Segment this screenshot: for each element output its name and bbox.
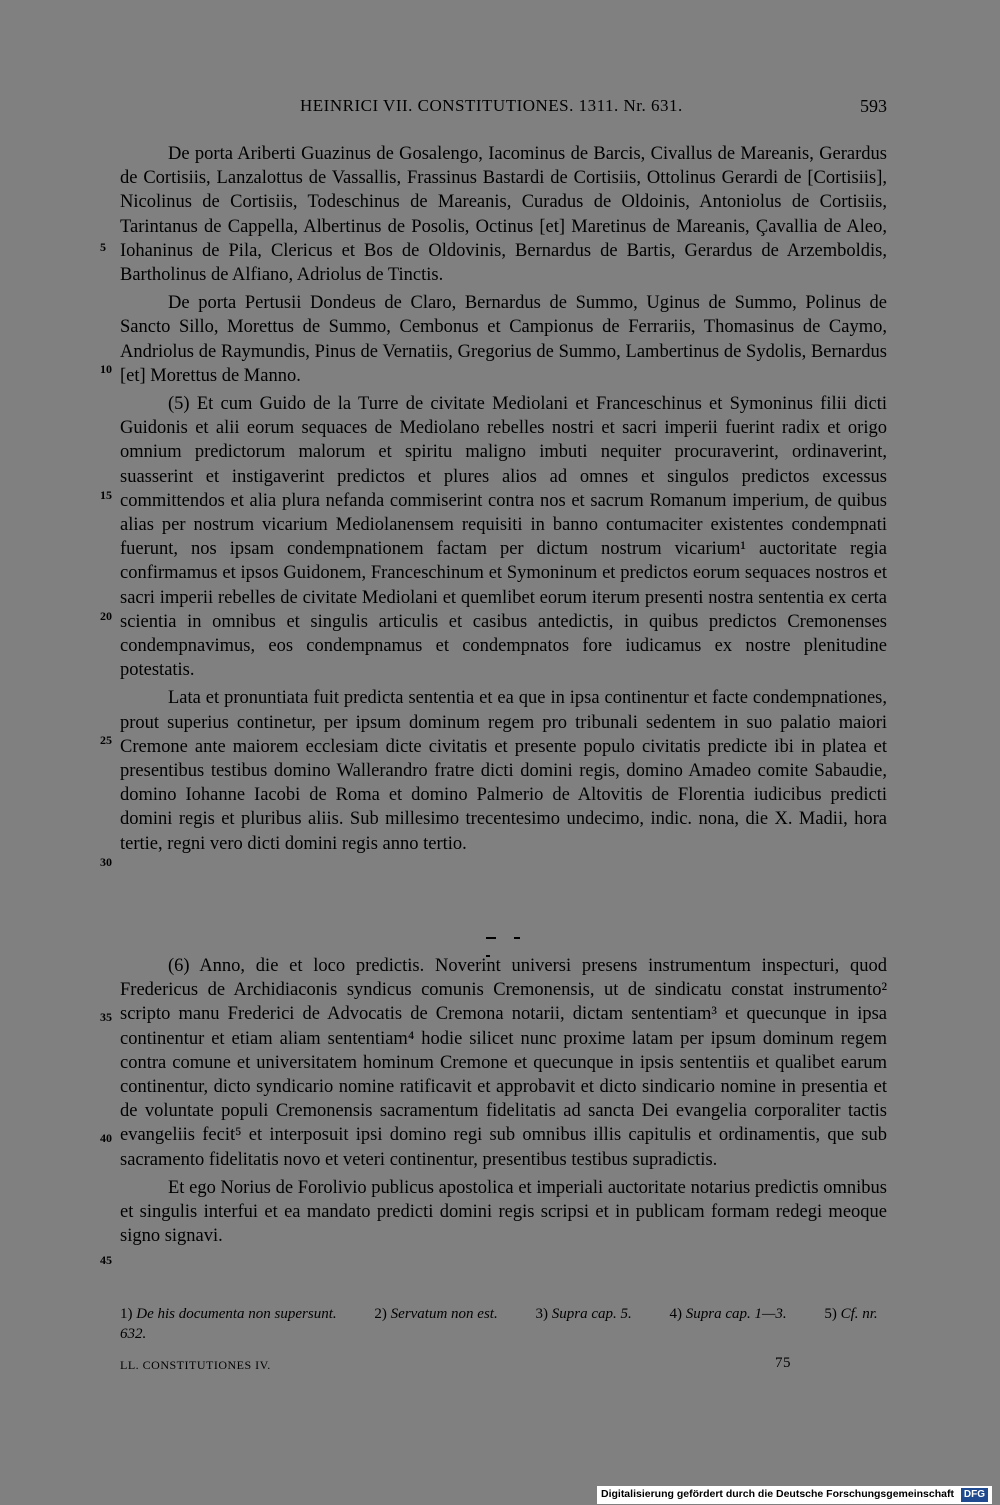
text-section-2 [120, 954, 887, 1248]
paragraph-6: (6) Anno, die et loco predictis. Noverint universi presens instrumentum inspecturi, quod Fredericus de Archidiaconis syndicus comunis Cremonensis, ut de sindicatu constat instrumento² scripto manu Frederici de Advocatis de Cremona notarii, dictam sententiam³ et quecunque in ipsa continentur et etiam aliam sententiam⁴ hodie silicet nunc proxime latam per ipsum dominum regem contra comune et universitatem hominum Cremone et quecunque in ipsis sententiis et qualibet earum continentur, dicto syndicario nomine ratificavit et approbavit et dicto sindicario nomine in presentia et de voluntate populi Cremonensis sacramentum fidelitatis ad sancta Dei evangelia corporaliter tactis evangeliis fecit⁵ et interposuit ipsi domino regi sub omnibus illis capitulis et ordinamentis, que sub sacramento fidelitatis novo et veteri continentur, presentibus testibus supradictis. [120, 956, 887, 1170]
line-number: 45 [100, 1253, 112, 1267]
line-number: 10 [100, 362, 112, 376]
line-number: 5 [100, 240, 106, 254]
line-number: 30 [100, 855, 112, 869]
footnote: 1) De his documenta non supersunt. [120, 1306, 337, 1322]
footnote: 4) Supra cap. 1—3. [669, 1306, 787, 1322]
paragraph-porta-ariberti: De porta Ariberti Guazinus de Gosalengo, Iacominus de Barcis, Civallus de Mareanis, Gerardus de Cortisiis, Lanzalottus de Vassallis, Frassinus Bastardi de Cortisiis, Ottolinus Gerardi de [Cortisiis], Nicolinus de Cortisiis, Todeschinus de Mareanis, Curadus de Oldoinis, Antoniolus de Cortisiis, Tarintanus de Cappella, Albertinus de Posolis, Octinus [et] Maretinus de Mareanis, Çavallia de Aleo, Iohaninus de Pila, Clericus et Bos de Oldovinis, Bernardus de Bartis, Gerardus de Arzemboldis, Bartholinus de Alfiano, Adriolus de Tinctis. [120, 144, 887, 286]
section-separator [486, 929, 556, 933]
running-title: HEINRICI VII. CONSTITUTIONES. 1311. Nr. 631. [300, 96, 683, 115]
paragraph-porta-pertusii: De porta Pertusii Dondeus de Claro, Bernardus de Summo, Uginus de Summo, Polinus de Sancto Sillo, Morettus de Summo, Cembonus et Campionus de Ferrariis, Thomasinus de Caymo, Andriolus de Raymundis, Pinus de Vernatiis, Gregorius de Summo, Lambertinus de Sydolis, Bernardus [et] Morettus de Manno. [120, 293, 887, 386]
running-header [120, 96, 887, 124]
footer-signature [120, 1355, 800, 1373]
footnote: 5) Cf. nr. 632. [120, 1306, 878, 1342]
line-number: 20 [100, 609, 112, 623]
dfg-funding-banner [597, 1486, 992, 1504]
line-number: 15 [100, 488, 112, 502]
footnotes [120, 1304, 887, 1344]
paragraph-5: (5) Et cum Guido de la Turre de civitate Mediolani et Franceschinus et Symoninus filii dicti Guidonis et alii eorum sequaces de Mediolano rebelles nostri et sacri imperii fuerint radix et origo omnium predictorum malorum et spiritu maligno imbuti nequiter procuraverint, ordinaverint, suasserint et instigaverint predictos et plures alios ad omnes et singulos predictos excessus committendos et alia plura nefanda commiserint contra nos et sacrum Romanum imperium, de quibus alias per nostrum vicarium Mediolanensem requisiti in banno contumaciter existentes condempnati fuerunt, nos ipsam condempnationem factam per dictum nostrum vicarium¹ auctoritate regia confirmamus et ipsos Guidonem, Franceschinum et Symoninum et predictos eorum sequaces nostros et sacri imperii rebelles de civitate Mediolani et quemlibet eorum iterum presenti nostra sententia ex certa scientia in omnibus et singulis articulis et casibus antedictis, in quibus predictos Cremonenses condempnavimus, eos condempnamus et condempnatos fore iudicamus ex nostre plenitudine potestatis. [120, 394, 887, 681]
sheet-number: 75 [775, 1355, 791, 1371]
footnote: 3) Supra cap. 5. [535, 1306, 632, 1322]
paragraph-lata: Lata et pronuntiata fuit predicta sententia et ea que in ipsa continentur et facte condempnationes, prout superius continetur, per ipsum dominum regem pro tribunali sedentem in suo palatio maiori Cremone ante maiorem ecclesiam dicte civitatis et presente populo civitatis predicte ibi in platea et presentibus testibus domino Wallerandro fratre dicti domini regis, domino Amadeo comite Sabaudie, domino Iohanne Iacobi de Roma et domino Palmerio de Altovitis de Florentia iudicibus predicti domini regis et pluribus aliis. Sub millesimo trecentesimo undecimo, indic. nona, die X. Madii, hora tertie, regni vero dicti domini regis anno tertio. [120, 688, 887, 854]
page-number: 593 [860, 96, 887, 116]
line-number: 40 [100, 1131, 112, 1145]
footnote: 2) Servatum non est. [374, 1306, 498, 1322]
line-number: 35 [100, 1010, 112, 1024]
line-number: 25 [100, 733, 112, 747]
text-section-1 [120, 142, 887, 856]
paragraph-notary: Et ego Norius de Forolivio publicus apostolica et imperiali auctoritate notarius predictis omnibus et singulis interfui et ea mandato predicti domini regis scripsi et in publicam formam redegi meoque signo signavi. [120, 1177, 887, 1247]
dfg-funding-text: Digitalisierung gefördert durch die Deutsche Forschungsgemeinschaft [600, 1488, 954, 1500]
signature-mark: LL. CONSTITUTIONES IV. [120, 1358, 271, 1372]
dfg-logo-icon: DFG [961, 1488, 988, 1502]
